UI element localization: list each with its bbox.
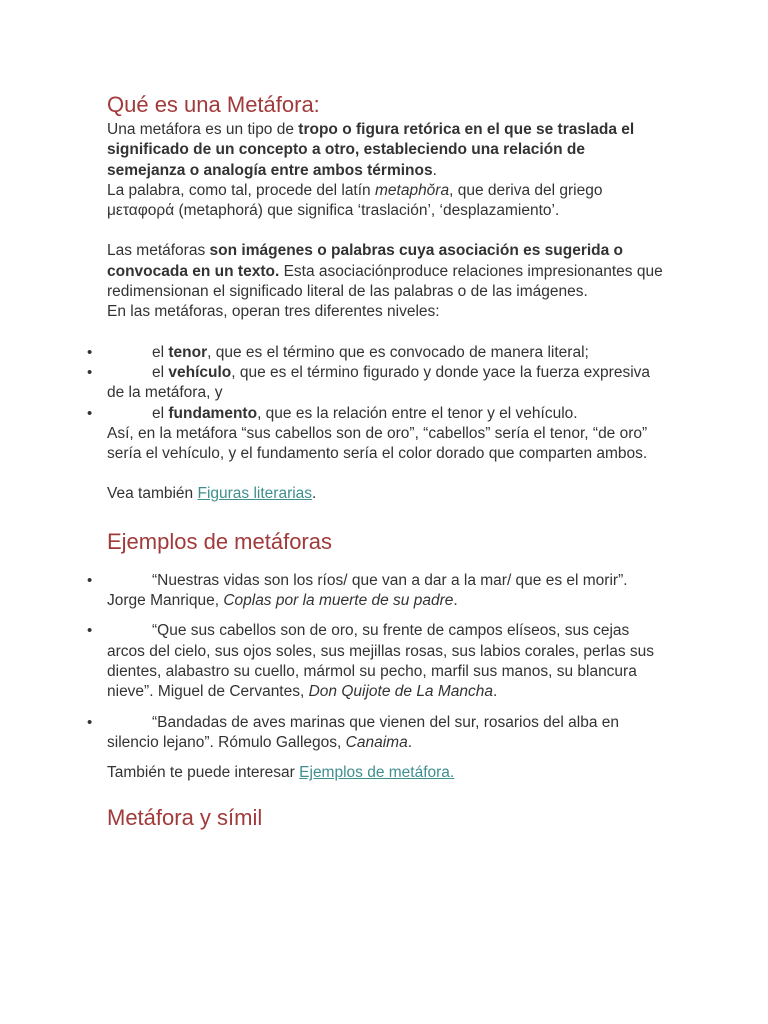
link-figuras-literarias[interactable]: Figuras literarias <box>197 485 313 503</box>
bullet-icon: • <box>87 404 93 422</box>
list-item-vehiculo: • el vehículo, que es el término figurado y donde yace la fuerza expresiva de la metáfora, y <box>87 363 651 402</box>
definition-bold: tropo o figura retórica en el que se traslada el significado de un concepto a otro, estableciendo una relación de semejanza o analogía entre ambos términos <box>107 121 635 179</box>
bullet-icon: • <box>87 343 93 361</box>
bullet-icon: • <box>87 622 93 640</box>
images-bold: son imágenes o palabras cuya asociación es sugerida o convocada en un texto. <box>107 242 624 280</box>
paragraph-example-explained: Así, en la metáfora “sus cabellos son de oro”, “cabellos” sería el tenor, “de oro” sería el vehículo, y el fundamento sería el color dorado que comparten ambos. <box>107 424 648 463</box>
see-also-line: Vea también Figuras literarias. <box>107 485 317 503</box>
link-ejemplos-de-metafora[interactable]: Ejemplos de metáfora. <box>299 764 455 782</box>
latin-term: metaphŏra <box>374 181 450 199</box>
levels-list <box>87 343 667 424</box>
bullet-icon: • <box>87 713 93 731</box>
document-content <box>87 90 667 833</box>
bullet-icon: • <box>87 363 93 381</box>
paragraph-levels-intro: En las metáforas, operan tres diferentes niveles: <box>107 303 440 321</box>
paragraph-images: Las metáforas son imágenes o palabras cuya asociación es sugerida o convocada en un texto. Esta asociaciónproduce relaciones impresionantes que redimensionan el significado literal de las palabras o de las imágenes. <box>107 242 663 301</box>
paragraph-definition: Una metáfora es un tipo de tropo o figura retórica en el que se traslada el significado de un concepto a otro, estableciendo una relación de semejanza o analogía entre ambos términos. <box>107 121 635 179</box>
heading-ejemplos: Ejemplos de metáforas <box>107 528 332 554</box>
examples-list <box>87 571 667 753</box>
list-item-example-gallegos: • “Bandadas de aves marinas que vienen del sur, rosarios del alba en silencio lejano”. Rómulo Gallegos, Canaima. <box>87 713 620 751</box>
interest-line: También te puede interesar Ejemplos de metáfora. <box>107 764 455 782</box>
list-item-fundamento: • el fundamento, que es la relación entre el tenor y el vehículo. <box>107 404 667 424</box>
bullet-icon: • <box>87 571 93 589</box>
list-item-example-manrique: • “Nuestras vidas son los ríos/ que van a dar a la mar/ que es el morir”. Jorge Manrique, Coplas por la muerte de su padre. <box>87 571 628 610</box>
paragraph-etymology: La palabra, como tal, procede del latín metaphŏra, que deriva del griego μεταφορά (metaphorá) que significa ‘traslación’, ‘desplazamiento’. <box>107 181 603 220</box>
heading-que-es-metafora: Qué es una Metáfora: <box>107 92 320 117</box>
list-item-tenor: • el tenor, que es el término que es convocado de manera literal; <box>107 343 667 363</box>
heading-metafora-simil: Metáfora y símil <box>107 805 263 831</box>
list-item-example-cervantes: • “Que sus cabellos son de oro, su frente de campos elíseos, sus cejas arcos del cielo, sus ojos soles, sus mejillas rosas, sus labios corales, perlas sus dientes, alabastro su cuello, mármol su pecho, marfil sus manos, su blancura nieve”. Miguel de Cervantes, Don Quijote de La Mancha. <box>87 622 655 701</box>
